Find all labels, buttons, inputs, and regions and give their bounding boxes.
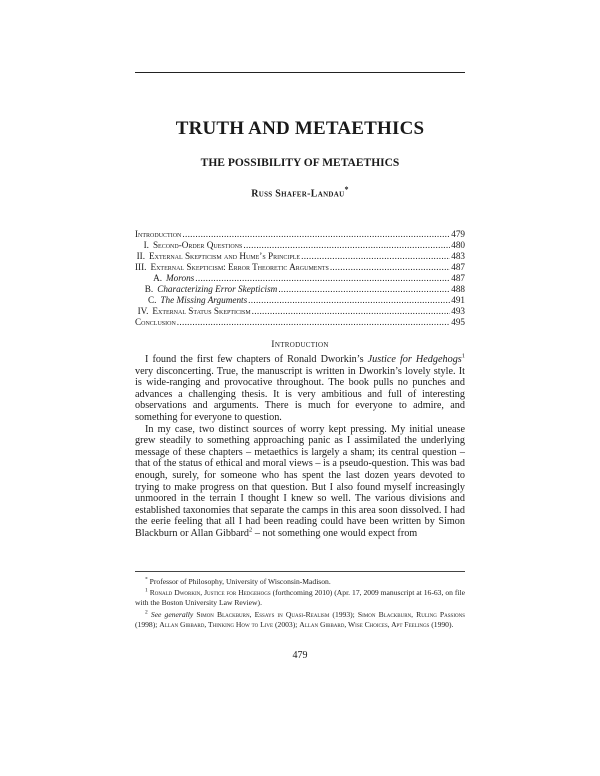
toc-entry-label: The Missing Arguments [160,295,248,305]
author-footnote-mark: * [344,185,349,194]
toc-leader-dots [278,284,450,295]
toc-entry-label: External Skepticism and Hume’s Principle [149,251,301,261]
toc-entry[interactable] [135,251,465,262]
toc-entry-number: A. [153,273,162,283]
toc-leader-dots [177,317,450,328]
toc-entry-number: B. [144,284,154,294]
toc-entry[interactable] [135,295,465,306]
footnote-rule [135,571,465,572]
toc-leader-dots [248,295,450,306]
header-rule [135,72,465,73]
toc-entry-label: External Skepticism: Error Theoretic Arguments [150,262,329,272]
toc-entry-label: Morons [166,273,195,283]
toc-entry-number: II. [136,251,146,261]
toc-entry-page: 493 [451,306,465,316]
page-number: 479 [292,650,308,661]
toc-entry-label: External Status Skepticism [152,306,251,316]
toc-leader-dots [195,273,450,284]
footnote-ref-1[interactable]: 1 [461,352,466,360]
toc-entry-page: 479 [451,229,465,239]
toc-entry[interactable] [135,306,465,317]
toc-leader-dots [330,262,450,273]
table-of-contents [135,229,465,328]
toc-entry-page: 480 [451,240,465,250]
toc-leader-dots [252,306,451,317]
footnote-2: $^2$ See generally Simon Blackburn, Essays in Quasi-Realism (1993); Simon Blackburn, Ruling Passions (1998); Allan Gibbard, Thinking How to Live (2003); Allan Gibbard, Wise Choices, Apt Feelings (1990). [135,609,465,629]
paragraph-2: In my case, two distinct sources of worry kept pressing. My initial unease grew steadily to something approaching panic as I assimilated the underlying message of these chapters – metaethics is largely a sham; its central question – that of the status of ethical and moral views – is a pseudo-question. This was bad enough, surely, for someone who has spent the last dozen years devoted to trying to make progress on that question. But I also found myself increasingly unmoored in the terrain I thought I knew so well. The various divisions and established taxonomies that separate the camps in this area soon dissolved. I had the eerie feeling that all I had been reading could have been written by Simon Blackburn or Allan Gibbard$^2$ – not something one would expect from [135,423,465,539]
toc-entry-page: 487 [451,273,465,283]
toc-entry-page: 487 [451,262,465,272]
toc-entry[interactable] [135,262,465,273]
toc-leader-dots [243,240,450,251]
toc-entry-number: III. [135,262,147,272]
paragraph-1: I found the first few chapters of Ronald Dworkin’s Justice for Hedgehogs$^1$ very disconcerting. True, the manuscript is written in Dworkin’s lovely style. It is wide-ranging and provocative throughout. The book pulls no punches and advances a challenging thesis. It is very ambitious and full of interesting observations and arguments. There is much for everyone to admire, and something for everyone to question. [135,352,466,423]
toc-entry-number: C. [147,295,157,305]
toc-entry[interactable] [135,317,465,328]
toc-entry-page: 483 [451,251,465,261]
author-line [0,185,600,199]
toc-entry[interactable] [135,273,465,284]
footnote-ref-2[interactable]: 2 [249,526,253,534]
toc-entry-label: Conclusion [135,317,176,327]
toc-entry-page: 495 [451,317,465,327]
toc-leader-dots [301,251,450,262]
footnote-star: * Professor of Philosophy, University of Wisconsin-Madison. [145,576,331,586]
author-name: Russ Shafer-Landau [251,188,345,200]
toc-entry-label: Second-Order Questions [152,240,243,250]
body-text [135,354,465,540]
toc-entry[interactable] [135,284,465,295]
toc-leader-dots [182,229,450,240]
footnote-1: $^1$ Ronald Dworkin, Justice for Hedgehogs (forthcoming 2010) (Apr. 17, 2009 manuscript at 16-63, on file with the Boston University Law Review). [135,587,465,608]
toc-entry-page: 491 [451,295,465,305]
toc-entry-label: Characterizing Error Skepticism [157,284,278,294]
section-heading: Introduction [271,339,329,350]
toc-entry-number: I. [143,240,149,250]
toc-entry-label: Introduction [135,229,182,239]
toc-entry-page: 488 [451,284,465,294]
toc-entry-number: IV. [137,306,149,316]
book-title: Justice for Hedgehogs [367,354,462,365]
toc-entry[interactable] [135,229,465,240]
toc-entry[interactable] [135,240,465,251]
article-subtitle: THE POSSIBILITY OF METAETHICS [200,157,400,169]
footnotes [135,577,465,631]
article-title: TRUTH AND METAETHICS [175,118,425,139]
